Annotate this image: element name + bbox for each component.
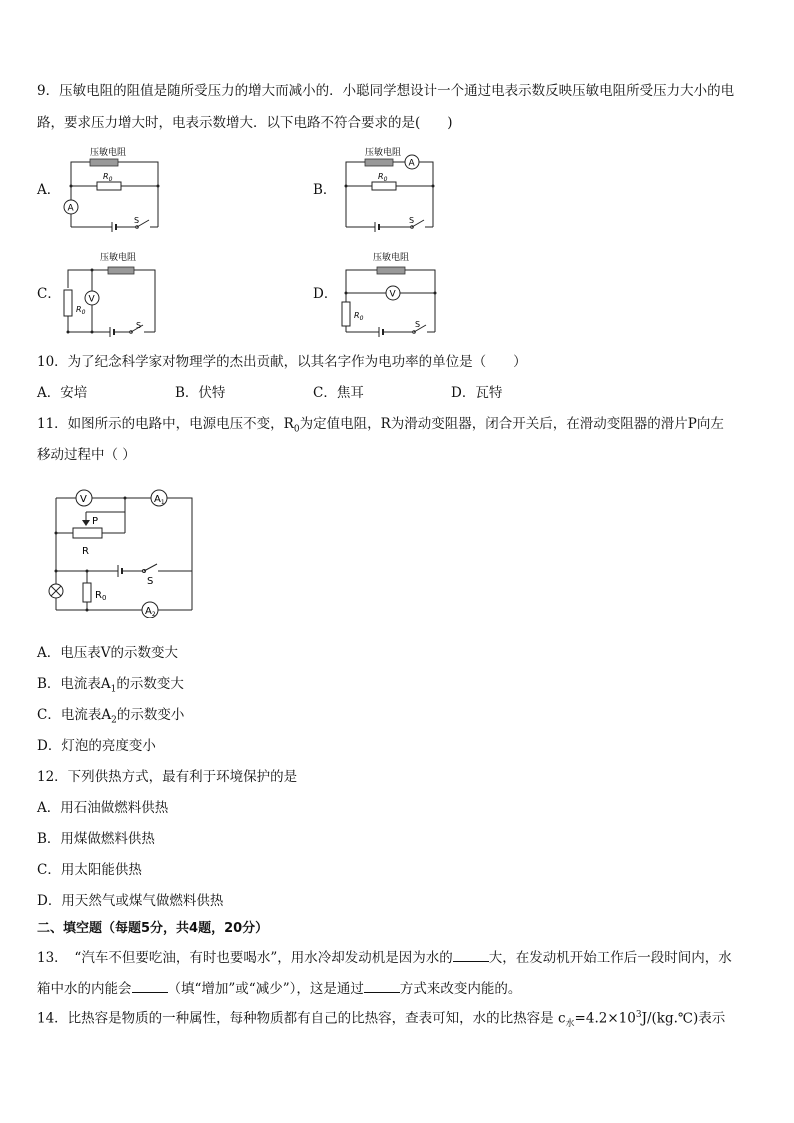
q9-stem-line1: 9．压敏电阻的阻值是随所受压力的增大而减小的．小聪同学想设计一个通过电表示数反映压敏电阻所受压力大小的电 [37, 83, 735, 99]
q9-option-b-label: B． [313, 182, 337, 198]
section-title: 二、填空题（每题5分，共4题，20分） [37, 921, 269, 936]
voltmeter-icon: V [88, 294, 95, 305]
svg-text:压敏电阻: 压敏电阻 [365, 148, 402, 158]
q12-option-c: C．用太阳能供热 [37, 862, 142, 878]
q11-option-d: D．灯泡的亮度变小 [37, 738, 156, 754]
blank-1[interactable] [453, 949, 489, 962]
q9-option-a-label: A． [37, 182, 61, 198]
press-resistor-label: 压敏电阻 [90, 148, 127, 158]
q12-option-b: B．用煤做燃料供热 [37, 831, 155, 847]
svg-text:S: S [136, 321, 142, 330]
blank-3[interactable] [364, 980, 400, 993]
q9-option-d-label: D． [313, 286, 338, 302]
q12-option-a: A．用石油做燃料供热 [37, 800, 169, 816]
svg-text:压敏电阻: 压敏电阻 [373, 253, 410, 263]
q12-stem: 12．下列供热方式，最有利于环境保护的是 [37, 769, 298, 785]
q11-option-b: B．电流表$A_1$的示数变大 [37, 676, 184, 695]
q10-option-c: C．焦耳 [313, 385, 364, 401]
q11-stem-line2: 移动过程中（ ） [37, 447, 136, 463]
svg-text:R0: $R_0$ [378, 172, 388, 183]
voltmeter-icon: V [80, 494, 87, 505]
q10-stem: 10．为了纪念科学家对物理学的杰出贡献，以其名字作为电功率的单位是（ ） [37, 354, 527, 370]
q9-stem-line2: 路，要求压力增大时，电表示数增大．以下电路不符合要求的是( ) [37, 115, 453, 131]
q9-circuit-a [60, 145, 170, 235]
q10-option-d: D．瓦特 [451, 385, 503, 401]
svg-text:S: S [134, 216, 140, 225]
ammeter-icon: A [67, 203, 74, 214]
ammeter-icon: A [408, 158, 415, 169]
svg-text:S: S [415, 320, 421, 329]
q10-option-b: B．伏特 [175, 385, 226, 401]
ammeter-a2-icon: $A_2$ [145, 606, 156, 618]
blank-2[interactable] [132, 980, 168, 993]
r0-label: $R_0$ [95, 590, 107, 602]
q11-circuit [40, 483, 200, 618]
svg-text:R0: $R_0$ [354, 311, 364, 322]
slider-p-label: P [92, 516, 99, 527]
voltmeter-icon: V [389, 289, 396, 300]
switch-s-label: S [147, 576, 154, 587]
ammeter-a1-icon: $A_1$ [154, 494, 165, 506]
q12-option-d: D．用天然气或煤气做燃料供热 [37, 893, 224, 909]
rheostat-r-label: R [82, 546, 89, 557]
q9-circuit-d [335, 250, 445, 340]
q11-option-c: C．电流表$A_2$的示数变小 [37, 707, 185, 726]
svg-text:R0: $R_0$ [103, 172, 113, 183]
q11-stem-line1: 11．如图所示的电路中，电源电压不变，$R_0$为定值电阻，R为滑动变阻器，闭合开关后，在滑动变阻器的滑片P向左 [37, 416, 724, 435]
q13-line2: 箱中水的内能会 （填“增加”或“减少”），这是通过 方式来改变内能的。 [37, 981, 522, 997]
q9-option-c-label: C． [37, 286, 61, 302]
q9-circuit-c [60, 250, 170, 340]
q9-circuit-b [335, 145, 445, 235]
svg-text:S: S [409, 216, 415, 225]
svg-text:R0: $R_0$ [76, 305, 86, 316]
q14-line1: 14．比热容是物质的一种属性，每种物质都有自己的比热容，查表可知，水的比热容是 $c_水=4.2\times 10^3J/(kg.℃)$表示 [37, 1010, 726, 1030]
q11-option-a: A．电压表V的示数变大 [37, 645, 178, 661]
q13-line1: 13． “汽车不但要吃油，有时也要喝水”，用水冷却发动机是因为水的 大，在发动机开始工作后一段时间内，水 [37, 950, 732, 966]
q10-option-a: A．安培 [37, 385, 88, 401]
svg-text:压敏电阻: 压敏电阻 [100, 253, 137, 263]
